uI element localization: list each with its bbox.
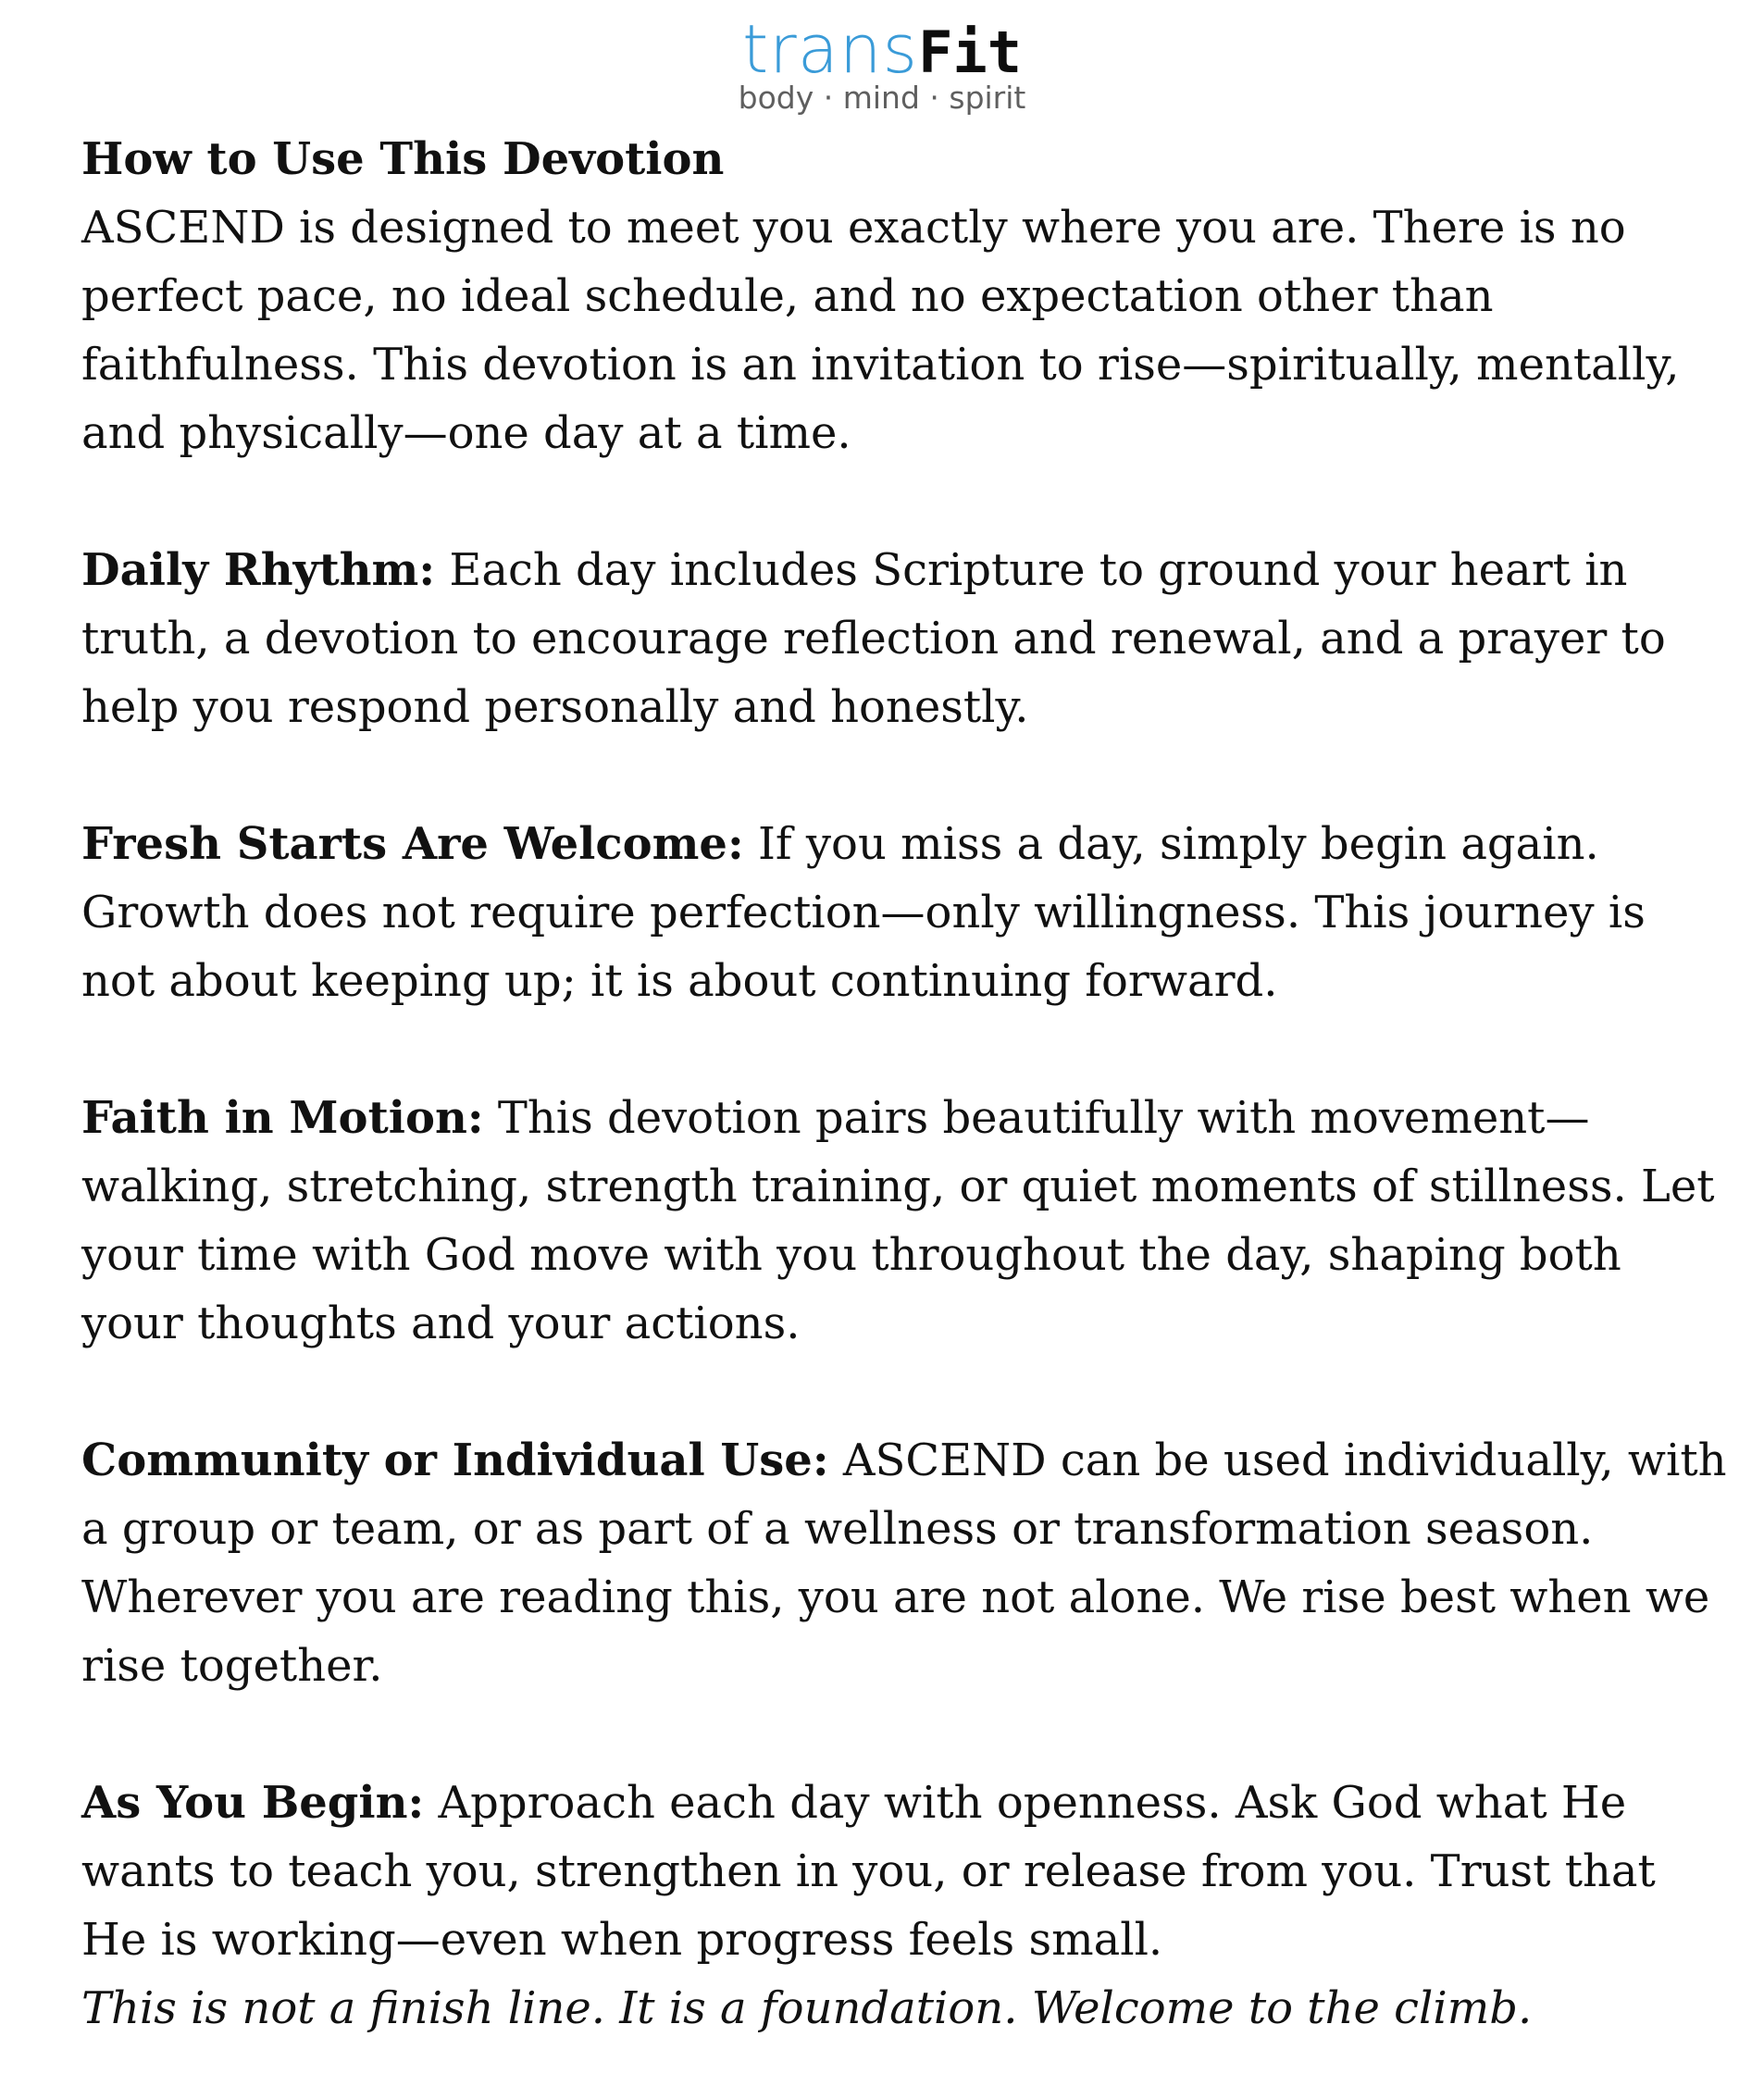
section-text: This devotion pairs beautifully with movement—walking, stretching, strength training, or quiet moments of stillness. Let your time with God move with you throughout the day, shaping both your thoughts and your actions. [81, 1092, 1715, 1349]
intro-paragraph: ASCEND is designed to meet you exactly where you are. There is no perfect pace, no ideal schedule, and no expectation other than faithfulness. This devotion is an invitation to rise—spiritually, mentally, and physically—one day at a time. [81, 202, 1680, 459]
closing-line: This is not a finish line. It is a foundation. Welcome to the climb. [81, 1982, 1533, 2034]
section-daily-rhythm [81, 536, 1729, 741]
transfit-logo [0, 10, 1764, 117]
section-label: Community or Individual Use: [81, 1434, 829, 1486]
section-text: If you miss a day, simply begin again. Growth does not require perfection—only willingness. This journey is not about keeping up; it is about continuing forward. [81, 818, 1646, 1007]
page-title: How to Use This Devotion [81, 133, 725, 185]
logo-brand-fit: Fit [918, 19, 1023, 86]
section-as-you-begin [81, 1769, 1729, 1974]
section-community-use [81, 1426, 1729, 1700]
section-label: Faith in Motion: [81, 1092, 484, 1144]
logo-brand-trans: trans [741, 10, 919, 88]
section-label: Fresh Starts Are Welcome: [81, 818, 744, 870]
section-text: ASCEND can be used individually, with a group or team, or as part of a wellness or transformation season. Wherever you are reading this, you are not alone. We rise best when we rise together. [81, 1434, 1727, 1692]
section-text: Approach each day with openness. Ask God what He wants to teach you, strengthen in you, or release from you. Trust that He is working—even when progress feels small. [81, 1777, 1656, 1966]
logo-wordmark [0, 10, 1764, 88]
section-faith-in-motion [81, 1084, 1729, 1358]
section-fresh-starts [81, 810, 1729, 1015]
section-text: Each day includes Scripture to ground your heart in truth, a devotion to encourage reflection and renewal, and a prayer to help you respond personally and honestly. [81, 544, 1666, 733]
logo-tagline: body · mind · spirit [738, 80, 1026, 116]
section-label: Daily Rhythm: [81, 544, 436, 596]
document-body [81, 125, 1729, 2043]
section-label: As You Begin: [81, 1777, 425, 1829]
